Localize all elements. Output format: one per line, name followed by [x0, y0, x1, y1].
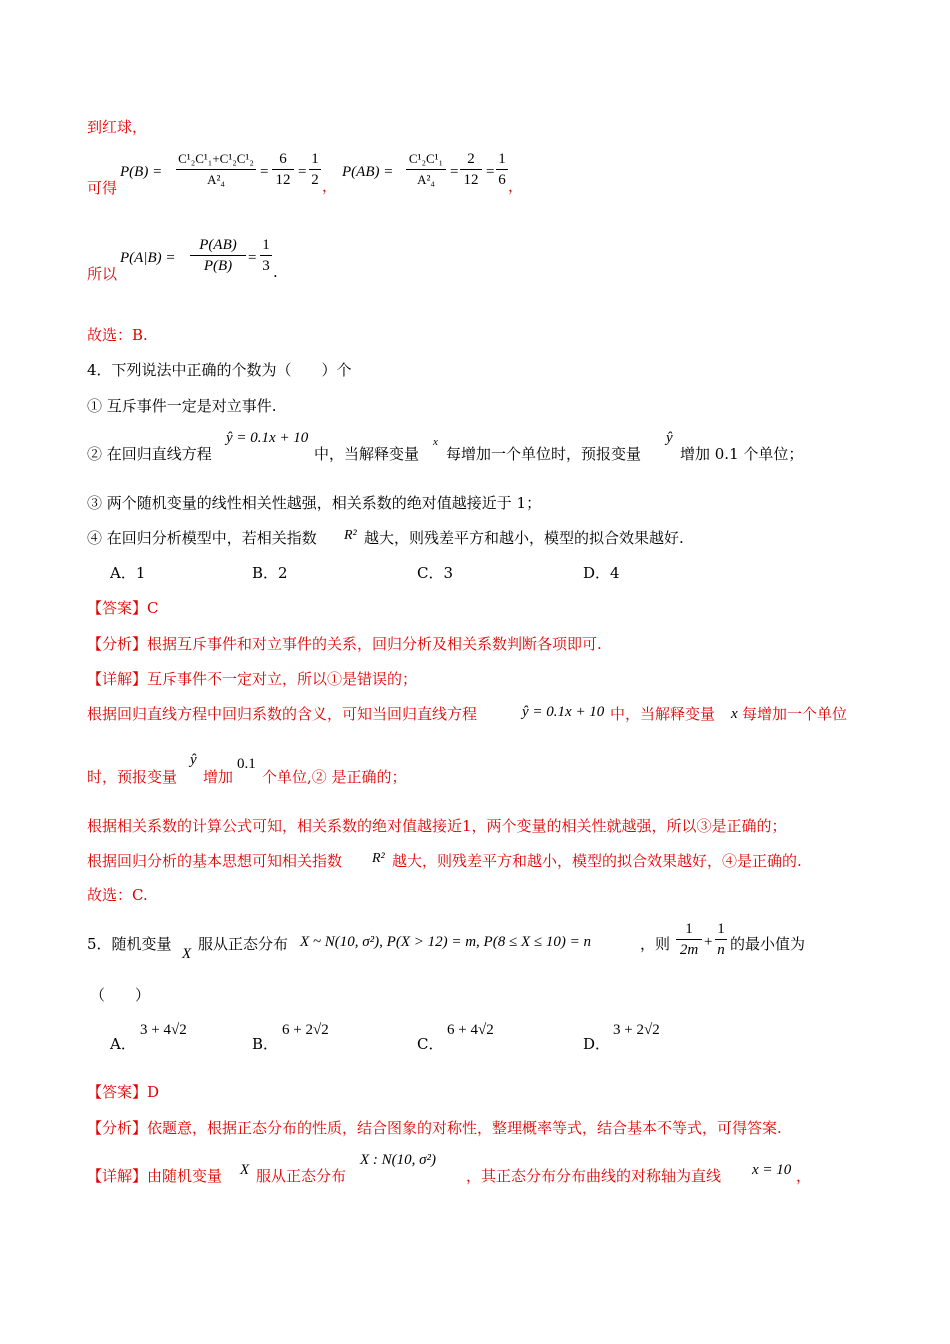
q4-detail-value: 0.1	[237, 756, 256, 772]
q4-detail-r-squared: R²	[372, 851, 385, 866]
q4-detail-regression-eq: ŷ = 0.1x + 10	[522, 704, 605, 720]
q4-detail-2-a: 根据回归直线方程中回归系数的含义，可知当回归直线方程	[87, 705, 478, 723]
q5-stem-c: ，则	[640, 935, 671, 953]
q5-answer: 【答案】D	[87, 1083, 160, 1101]
q4-detail-3-b: 增加	[203, 768, 234, 786]
pab-fraction-2: 2 12	[460, 150, 482, 189]
q4-statement-4-b: 越大，则残差平方和越小，模型的拟合效果越好.	[364, 529, 684, 547]
q4-detail-5-a: 根据回归分析的基本思想可知相关指数	[87, 852, 343, 870]
q5-detail-eq2: x = 10	[752, 1162, 792, 1178]
q4-r-squared: R²	[344, 528, 357, 543]
text-red-ball: 到红球，	[87, 118, 148, 136]
q4-statement-2-d: 增加 0.1 个单位；	[680, 445, 804, 463]
q4-detail-2-b: 中，当解释变量	[610, 705, 716, 723]
q5-var-x: X	[182, 946, 192, 962]
text-so: 所以	[87, 265, 118, 283]
comma: ，	[508, 177, 524, 195]
q4-statement-2-b: 中，当解释变量	[314, 445, 420, 463]
cond-fraction: P(AB) P(B)	[190, 236, 246, 275]
q5-stem-eq: X ~ N(10, σ²), P(X > 12) = m, P(8 ≤ X ≤ 10) = n	[300, 934, 591, 950]
q4-detail-3-a: 时，预报变量	[87, 768, 178, 786]
comma: ，	[322, 177, 338, 195]
pb-fraction-1: C¹₂C¹₁+C¹₂C¹₂ A²₄	[176, 150, 256, 189]
q4-detail-2-c: 每增加一个单位	[742, 705, 848, 723]
q4-detail-var-y: ŷ	[190, 752, 197, 768]
q4-detail-1: 【详解】互斥事件不一定对立，所以①是错误的；	[87, 670, 418, 688]
q4-option-d: D．4	[583, 564, 620, 582]
q5-stem-d: 的最小值为	[730, 935, 806, 953]
cond-lhs: P(A|B) =	[120, 250, 176, 266]
period: .	[273, 263, 278, 281]
q4-var-x: x	[433, 436, 438, 448]
pab-fraction-1: C¹₂C¹₁ A²₄	[406, 150, 446, 189]
equals-sign: =	[450, 164, 459, 180]
q5-analysis: 【分析】依题意，根据正态分布的性质，结合图象的对称性，整理概率等式，结合基本不等式，可得答案.	[87, 1119, 782, 1137]
q4-statement-1: ① 互斥事件一定是对立事件.	[87, 397, 277, 415]
q4-analysis: 【分析】根据互斥事件和对立事件的关系，回归分析及相关系数判断各项即可.	[87, 635, 602, 653]
equals-sign: =	[248, 250, 257, 266]
q4-detail-5-b: 越大，则残差平方和越小，模型的拟合效果越好，④是正确的.	[392, 852, 802, 870]
q4-detail-var-x: x	[731, 706, 738, 722]
equals-sign: =	[260, 164, 269, 180]
q4-option-c: C．3	[417, 564, 454, 582]
q4-statement-3: ③ 两个随机变量的线性相关性越强，相关系数的绝对值越接近于 1；	[87, 494, 542, 512]
q4-option-b: B．2	[252, 564, 288, 582]
pab-lhs: P(AB) =	[342, 164, 394, 180]
pab-fraction-3: 1 6	[496, 150, 508, 189]
q4-stem: 4．下列说法中正确的个数为（ ）个	[87, 361, 352, 379]
q4-answer: 【答案】C	[87, 599, 159, 617]
text-so-get: 可得	[87, 179, 118, 197]
q5-stem-b: 服从正态分布	[198, 935, 289, 953]
q5-stem-a: 5．随机变量	[87, 935, 172, 953]
pb-fraction-3: 1 2	[309, 150, 321, 189]
q5-paren: （ ）	[90, 986, 151, 1004]
pb-fraction-2: 6 12	[272, 150, 294, 189]
q5-detail-a: 【详解】由随机变量	[87, 1167, 223, 1185]
q4-statement-4-a: ④ 在回归分析模型中，若相关指数	[87, 529, 317, 547]
q4-regression-eq: ŷ = 0.1x + 10	[226, 430, 309, 446]
document-page: 到红球， 可得 P(B) = C¹₂C¹₁+C¹₂C¹₂ A²₄ = 6 12 = 1 2 ， P(AB) = C¹₂C¹₁ A²₄ = 2 12 = 1 6 ， 所以 P(A|B) = P(AB) P(B) = 1 3 . 故选：B. 4．下列说法中正确的个数为（ ）个 ① 互斥事件一定是对立事件. ② 在回归直线方程 ŷ = 0.1x + 10 中，当解释变量 x 每增加一个单位时，预报变量 ŷ 增加 0.1 个单位； ③ 两个随机变量的线性相关性越强，相关系数的绝对值越接近于 1； ④ 在回归分析模型中，若相关指数 R² 越大，则残差平方和越小，模型的拟合效果越好. A．1 B．2 C．3 D．4 【答案】C 【分析】根据互斥事件和对立事件的关系，回归分析及相关系数判断各项即可. 【详解】互斥事件不一定对立，所以①是错误的； 根据回归直线方程中回归系数的含义，可知当回归直线方程 ŷ = 0.1x + 10 中，当解释变量 x 每增加一个单位 时，预报变量 ŷ 增加 0.1 个单位,② 是正确的； 根据相关系数的计算公式可知，相关系数的绝对值越接近1，两个变量的相关性就越强，所以③是正确的； 根据回归分析的基本思想可知相关指数 R² 越大，则残差平方和越小，模型的拟合效果越好，④是正确的. 故选：C. 5．随机变量 X 服从正态分布 X ~ N(10, σ²), P(X > 12) = m, P(8 ≤ X ≤ 10) = n ，则 1 2m + 1 n 的最小值为 （ ） A． 3 + 4√2 B． 6 + 2√2 C． 6 + 4√2 D． 3 + 2√2 【答案】D 【分析】依题意，根据正态分布的性质，结合图象的对称性，整理概率等式，结合基本不等式，可得答案. 【详解】由随机变量 X 服从正态分布 X : N(10, σ²) ，其正态分布分布曲线的对称轴为直线 x = 10 ，	[0, 0, 950, 1344]
q4-var-y: ŷ	[666, 430, 673, 446]
q5-fraction-2: 1 n	[715, 920, 727, 959]
equals-sign: =	[486, 164, 495, 180]
cond-fraction-2: 1 3	[260, 236, 272, 275]
equals-sign: =	[298, 164, 307, 180]
q4-choice: 故选：C.	[87, 886, 148, 904]
q5-plus: +	[704, 934, 713, 950]
q4-option-a: A．1	[110, 564, 146, 582]
q4-statement-2-c: 每增加一个单位时，预报变量	[446, 445, 642, 463]
q5-detail-x: X	[240, 1162, 250, 1178]
q5-detail-c: ，其正态分布分布曲线的对称轴为直线	[466, 1167, 722, 1185]
q5-detail-eq: X : N(10, σ²)	[360, 1152, 437, 1168]
q4-statement-2-a: ② 在回归直线方程	[87, 445, 212, 463]
q4-detail-4: 根据相关系数的计算公式可知，相关系数的绝对值越接近1，两个变量的相关性就越强，所以③是正确的；	[87, 817, 787, 835]
pb-lhs: P(B) =	[120, 164, 163, 180]
q5-detail-b: 服从正态分布	[256, 1167, 347, 1185]
q5-fraction-1: 1 2m	[676, 920, 702, 959]
q4-detail-3-c: 个单位,② 是正确的；	[262, 768, 407, 786]
q5-detail-d: ，	[796, 1167, 812, 1185]
choice-b: 故选：B.	[87, 326, 148, 344]
